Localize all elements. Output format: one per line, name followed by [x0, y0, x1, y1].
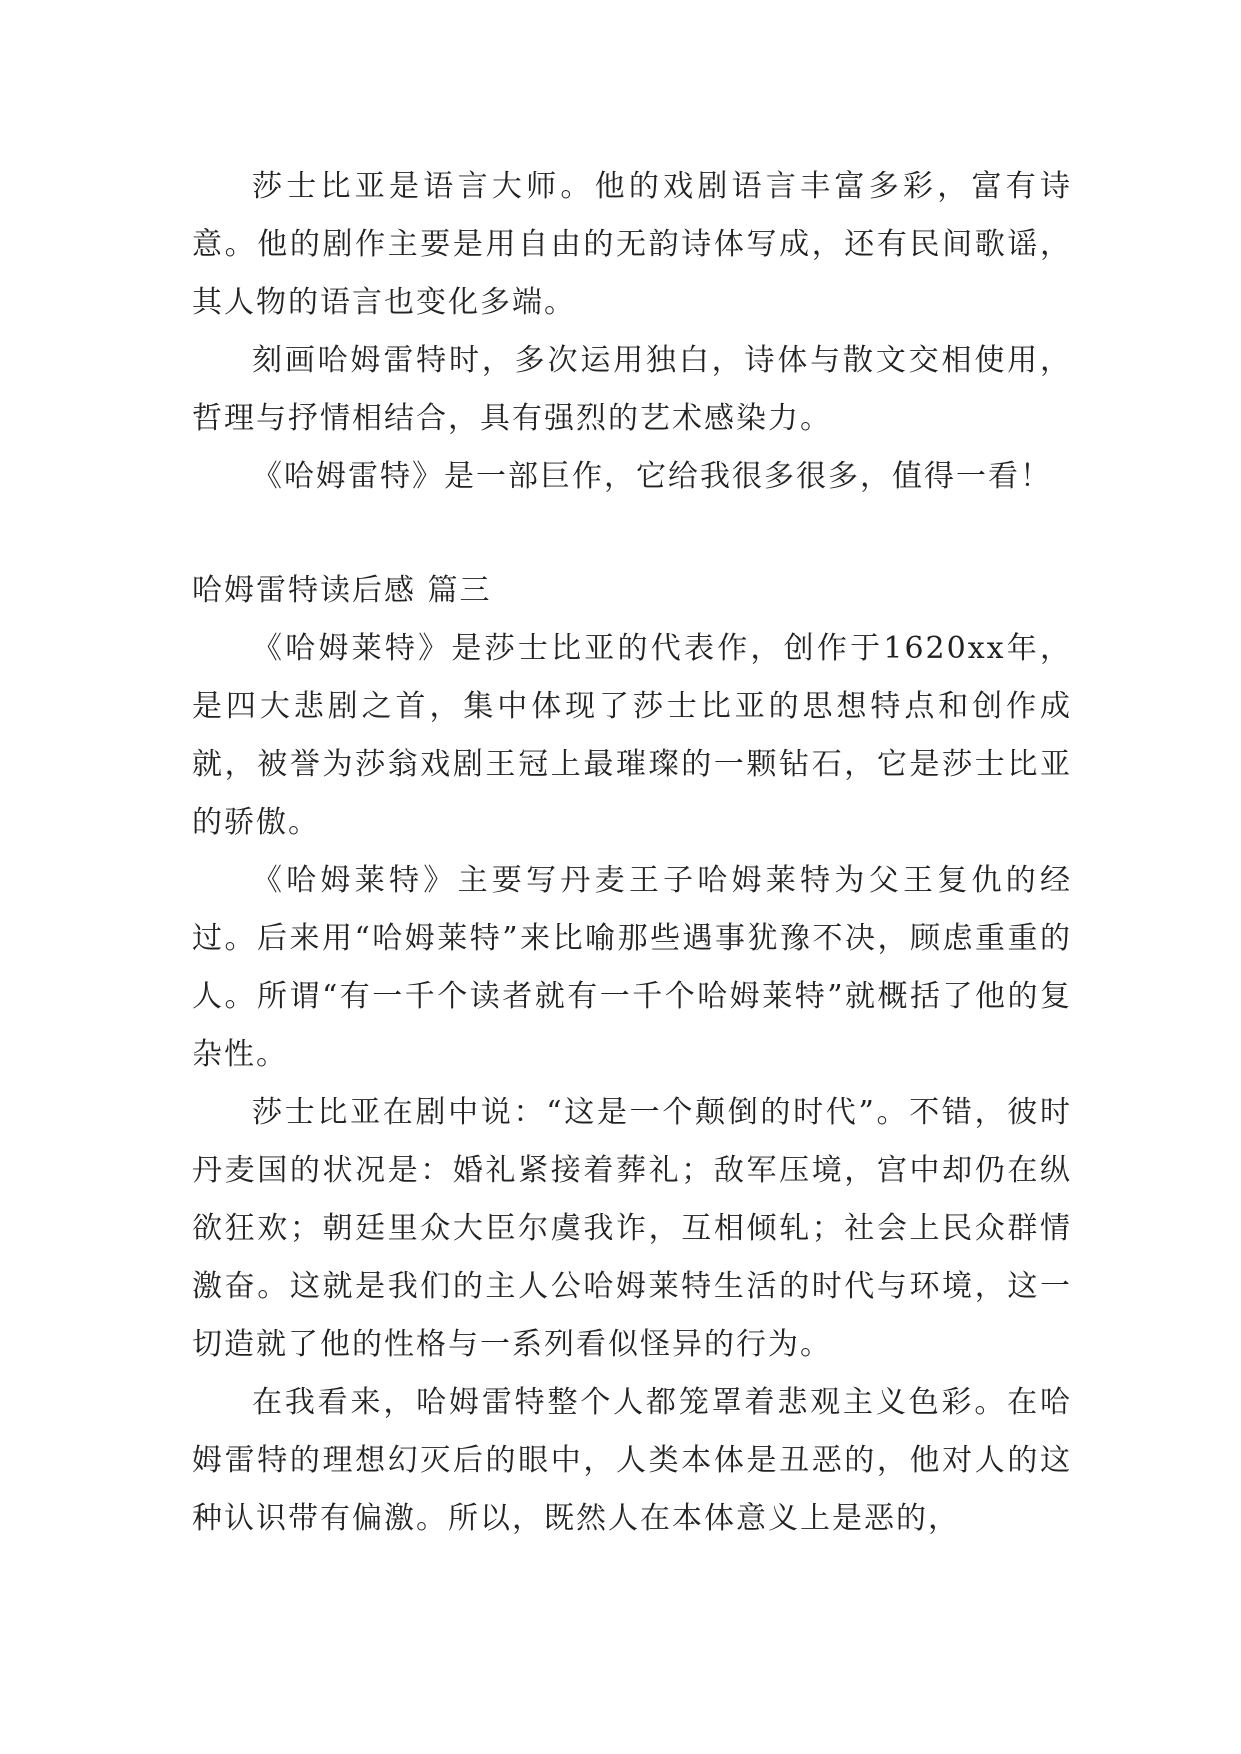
paragraph: 莎士比亚是语言大师。他的戏剧语言丰富多彩，富有诗意。他的剧作主要是用自由的无韵诗体写成，还有民间歌谣，其人物的语言也变化多端。	[192, 169, 1072, 320]
paragraph: 《哈姆莱特》主要写丹麦王子哈姆莱特为父王复仇的经过。后来用“哈姆莱特”来比喻那些遇事犹豫不决，顾虑重重的人。所谓“有一千个读者就有一千个哈姆莱特”就概括了他的复杂性。	[192, 863, 1072, 1072]
paragraph: 在我看来，哈姆雷特整个人都笼罩着悲观主义色彩。在哈姆雷特的理想幻灭后的眼中，人类本体是丑恶的，他对人的这种认识带有偏激。所以，既然人在本体意义上是恶的，	[192, 1385, 1072, 1536]
paragraph: 刻画哈姆雷特时，多次运用独白，诗体与散文交相使用，哲理与抒情相结合，具有强烈的艺术感染力。	[192, 343, 1072, 436]
section-title: 哈姆雷特读后感 篇三	[192, 573, 492, 608]
paragraph: 《哈姆雷特》是一部巨作，它给我很多很多，值得一看！	[252, 459, 1052, 494]
paragraph: 《哈姆莱特》是莎士比亚的代表作，创作于1620xx年，是四大悲剧之首，集中体现了莎士比亚的思想特点和创作成就，被誉为莎翁戏剧王冠上最璀璨的一颗钻石，它是莎士比亚的骄傲。	[192, 631, 1072, 840]
document-body	[192, 158, 1072, 1548]
paragraph: 莎士比亚在剧中说：“这是一个颠倒的时代”。不错，彼时丹麦国的状况是：婚礼紧接着葬礼；敌军压境，宫中却仍在纵欲狂欢；朝廷里众大臣尔虞我诈，互相倾轧；社会上民众群情激奋。这就是我们的主人公哈姆莱特生活的时代与环境，这一切造就了他的性格与一系列看似怪异的行为。	[192, 1095, 1072, 1362]
